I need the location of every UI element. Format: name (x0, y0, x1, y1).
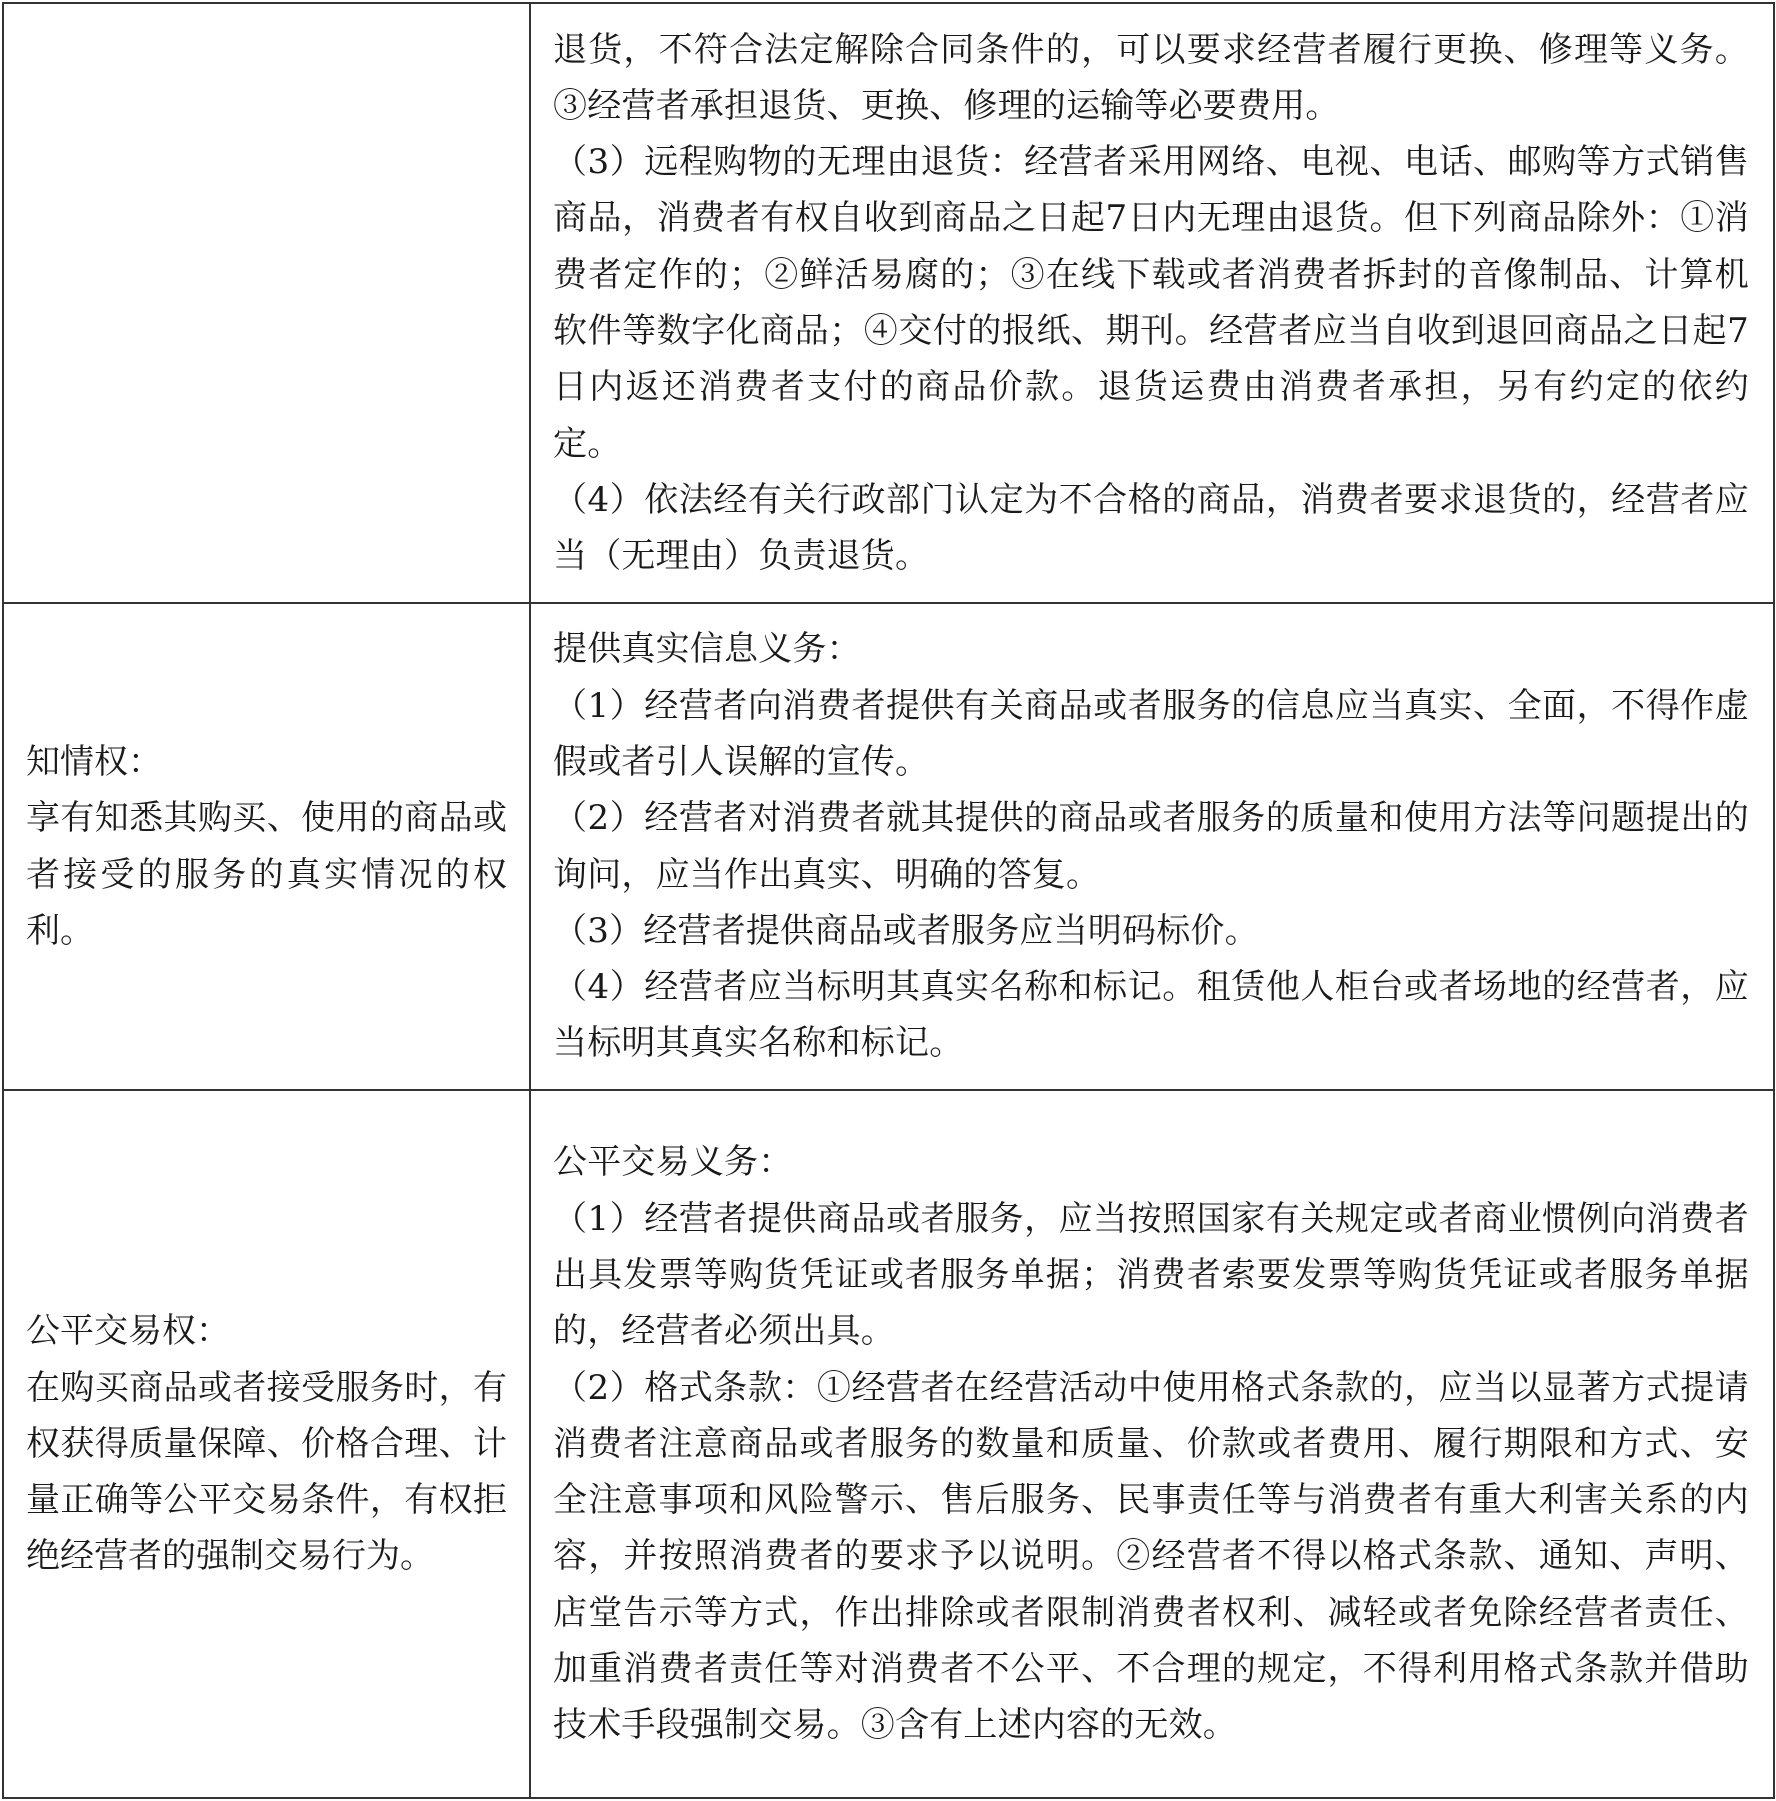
obligations-cell (530, 603, 1774, 1090)
rights-cell (3, 603, 530, 1090)
rights-cell (3, 3, 530, 603)
right-description: 在购买商品或者接受服务时，有权获得质量保障、价格合理、计量正确等公平交易条件，有权拒绝经营者的强制交易行为。 (26, 1367, 507, 1577)
table-row (3, 603, 1774, 1090)
right-description: 享有知悉其购买、使用的商品或者接受的服务的真实情况的权利。 (26, 798, 507, 951)
obligation-paragraph: （2）格式条款：①经营者在经营活动中使用格式条款的，应当以显著方式提请消费者注意商品或者服务的数量和质量、价款或者费用、履行期限和方式、安全注意事项和风险警示、售后服务、民事责任等与消费者有重大利害关系的内容，并按照消费者的要求予以说明。②经营者不得以格式条款、通知、声明、店堂告示等方式，作出排除或者限制消费者权利、减轻或者免除经营者责任、加重消费者责任等对消费者不公平、不合理的规定，不得利用格式条款并借助技术手段强制交易。③含有上述内容的无效。 (553, 1367, 1749, 1746)
rights-cell (3, 1090, 530, 1798)
obligations-cell (530, 1090, 1774, 1798)
rights-obligations-table (2, 2, 1775, 1799)
obligation-paragraph: 退货，不符合法定解除合同条件的，可以要求经营者履行更换、修理等义务。③经营者承担退货、更换、修理的运输等必要费用。 (553, 29, 1749, 126)
obligation-paragraph: （3）经营者提供商品或者服务应当明码标价。 (553, 910, 1259, 951)
obligation-paragraph: （3）远程购物的无理由退货：经营者采用网络、电视、电话、邮购等方式销售商品，消费者有权自收到商品之日起7日内无理由退货。但下列商品除外：①消费者定作的；②鲜活易腐的；③在线下载或者消费者拆封的音像制品、计算机软件等数字化商品；④交付的报纸、期刊。经营者应当自收到退回商品之日起7日内返还消费者支付的商品价款。退货运费由消费者承担，另有约定的依约定。 (553, 142, 1749, 464)
right-heading: 公平交易权： (26, 1311, 230, 1352)
right-heading: 知情权： (26, 741, 162, 782)
obligation-paragraph: （2）经营者对消费者就其提供的商品或者服务的质量和使用方法等问题提出的询问，应当作出真实、明确的答复。 (553, 798, 1749, 895)
table-row (3, 3, 1774, 603)
obligation-heading: 提供真实信息义务： (553, 629, 861, 670)
obligation-paragraph: （4）依法经有关行政部门认定为不合格的商品，消费者要求退货的，经营者应当（无理由）负责退货。 (553, 479, 1749, 577)
obligation-heading: 公平交易义务： (553, 1142, 793, 1183)
obligation-paragraph: （1）经营者向消费者提供有关商品或者服务的信息应当真实、全面，不得作虚假或者引人误解的宣传。 (553, 685, 1749, 782)
obligation-paragraph: （1）经营者提供商品或者服务，应当按照国家有关规定或者商业惯例向消费者出具发票等购货凭证或者服务单据；消费者索要发票等购货凭证或者服务单据的，经营者必须出具。 (553, 1198, 1749, 1352)
table-row (3, 1090, 1774, 1798)
obligation-paragraph: （4）经营者应当标明其真实名称和标记。租赁他人柜台或者场地的经营者，应当标明其真实名称和标记。 (553, 967, 1749, 1064)
obligations-cell (530, 3, 1774, 603)
